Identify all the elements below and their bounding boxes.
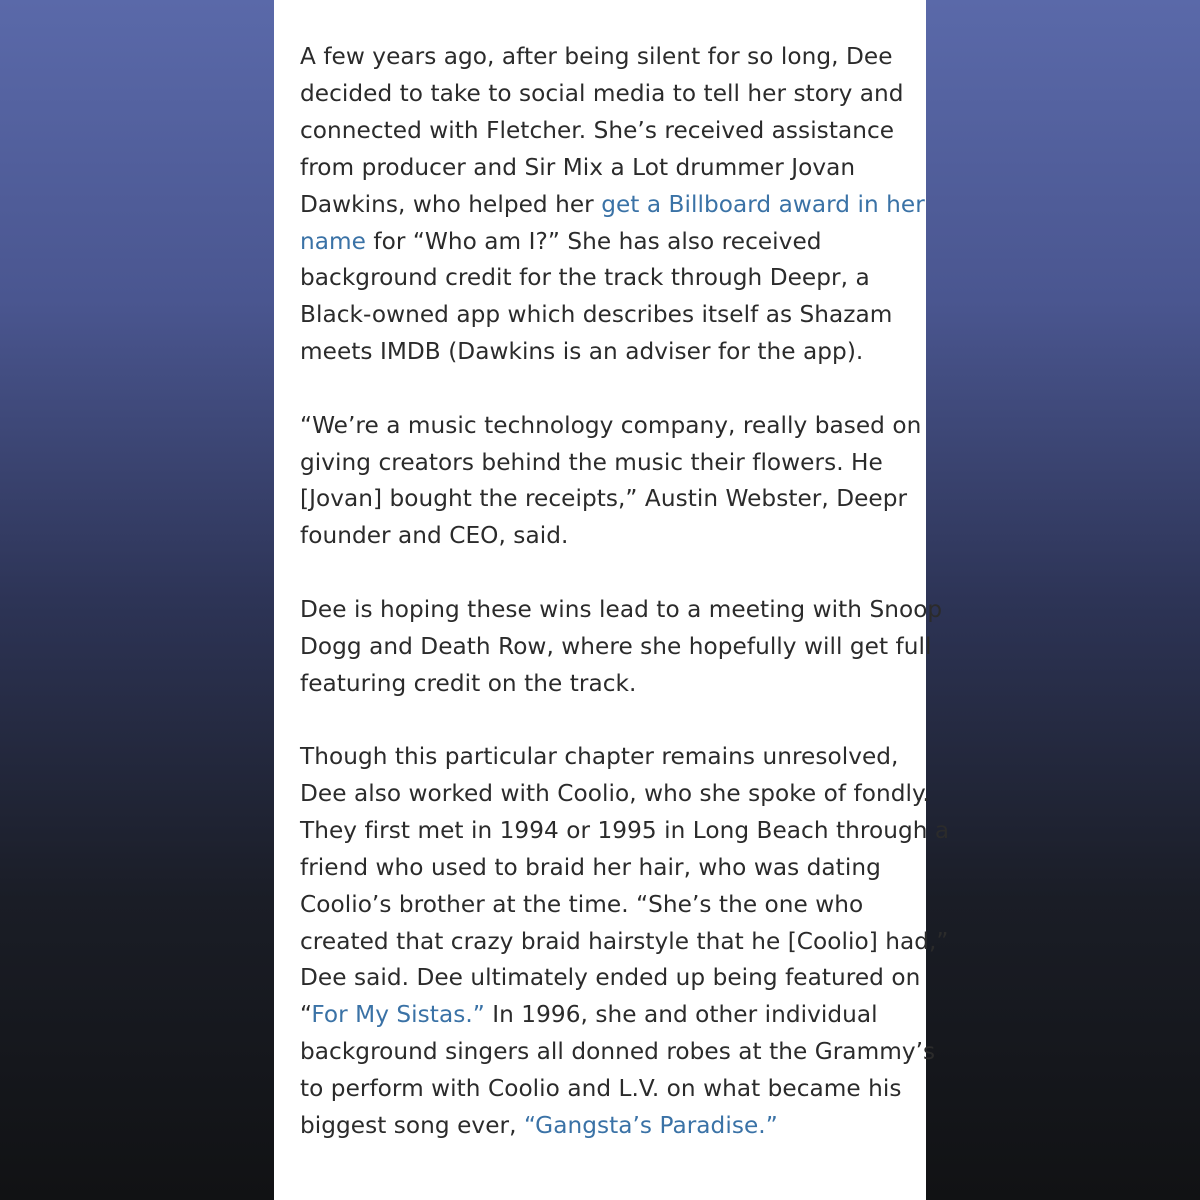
article-card bbox=[274, 0, 950, 1200]
text-line: Though this particular chapter remains unresolved, bbox=[300, 743, 899, 770]
paragraph-dee-social-media bbox=[300, 39, 925, 371]
text-fragment: biggest song ever, bbox=[300, 1112, 524, 1140]
text-fragment: In 1996, she and other individual bbox=[484, 1001, 878, 1029]
text-line: background singers all donned robes at the Grammy’s bbox=[300, 1038, 936, 1066]
text-line bbox=[300, 1108, 906, 1145]
text-line: Dee said. Dee ultimately ended up being featured on bbox=[300, 964, 921, 992]
billboard-award-link[interactable]: get a Billboard award in her bbox=[601, 190, 925, 218]
text-line: giving creators behind the music their flowers. He bbox=[300, 448, 883, 476]
text-line: A few years ago, after being silent for so long, Dee bbox=[300, 43, 893, 70]
text-line bbox=[300, 224, 906, 261]
text-line: Dogg and Death Row, where she hopefully will get full bbox=[300, 632, 932, 660]
text-line: Dee also worked with Coolio, who she spoke of fondly. bbox=[300, 779, 930, 807]
text-line: founder and CEO, said. bbox=[300, 522, 569, 550]
paragraph-coolio bbox=[300, 739, 950, 1145]
text-fragment: for “Who am I?” She has also received bbox=[365, 227, 822, 255]
gangstas-paradise-link[interactable]: “Gangsta’s Paradise.” bbox=[523, 1112, 778, 1140]
paragraph-deepr-quote bbox=[300, 408, 922, 556]
for-my-sistas-link[interactable]: For My Sistas.” bbox=[311, 1001, 485, 1029]
text-line: featuring credit on the track. bbox=[300, 669, 637, 697]
text-line: from producer and Sir Mix a Lot drummer Jovan bbox=[300, 153, 856, 181]
text-line: friend who used to braid her hair, who was dating bbox=[300, 853, 881, 881]
text-line: [Jovan] bought the receipts,” Austin Webster, Deepr bbox=[300, 485, 908, 513]
paragraph-snoop-meeting bbox=[300, 592, 943, 703]
text-line: to perform with Coolio and L.V. on what became his bbox=[300, 1075, 902, 1103]
text-line: Coolio’s brother at the time. “She’s the one who bbox=[300, 890, 864, 918]
text-line: decided to take to social media to tell her story and bbox=[300, 79, 904, 107]
text-line bbox=[300, 997, 906, 1034]
text-line: Black-owned app which describes itself as Shazam bbox=[300, 301, 893, 329]
text-line bbox=[300, 187, 925, 224]
text-line: “We’re a music technology company, really based on bbox=[300, 411, 922, 439]
text-fragment: Dawkins, who helped her bbox=[300, 190, 602, 218]
billboard-award-link-continued[interactable]: name bbox=[300, 227, 366, 255]
text-fragment: “ bbox=[300, 1001, 312, 1029]
text-line: Dee is hoping these wins lead to a meeting with Snoop bbox=[300, 595, 943, 623]
text-line: meets IMDB (Dawkins is an adviser for the app). bbox=[300, 338, 864, 366]
text-line: connected with Fletcher. She’s received assistance bbox=[300, 116, 895, 144]
text-line: created that crazy braid hairstyle that he [Coolio] had,” bbox=[300, 927, 949, 955]
text-line: They first met in 1994 or 1995 in Long Beach through a bbox=[300, 816, 950, 844]
text-line: background credit for the track through Deepr, a bbox=[300, 264, 870, 292]
